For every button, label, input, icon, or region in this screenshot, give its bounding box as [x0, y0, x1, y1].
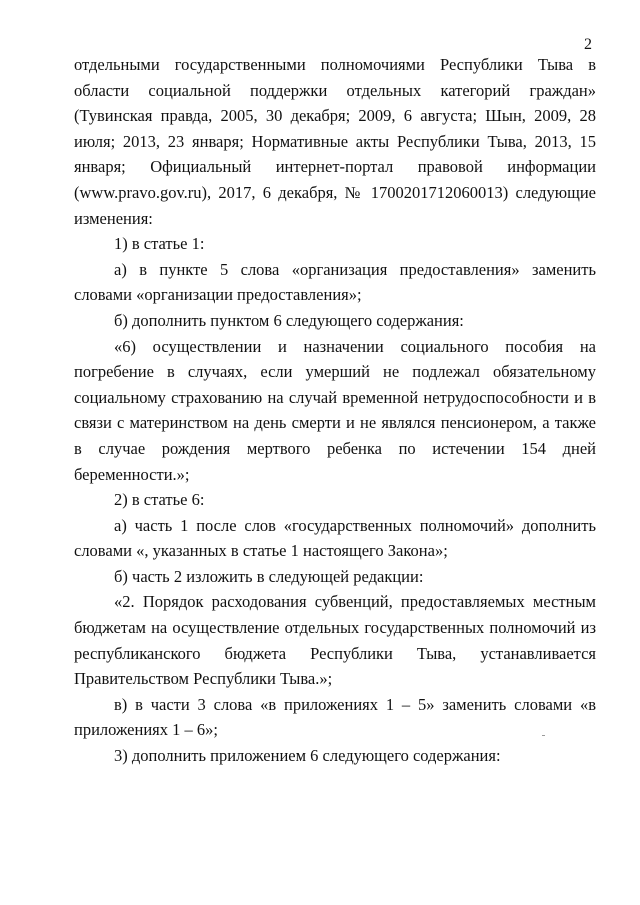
subitem-a-part-1: а) часть 1 после слов «государственных полномочий» дополнить словами «, указанных в статье 1 настоящего Закона»;	[74, 515, 596, 561]
item-2-article-6: 2) в статье 6:	[114, 490, 205, 510]
part-2-new-text: «2. Порядок расходования субвенций, предоставляемых местным бюджетам на осуществление отдельных государственных полномочий из республиканского бюджета Республики Тыва, устанавливается Правительством Республики Тыва.»;	[74, 592, 596, 689]
subitem-v-part-3: в) в части 3 слова «в приложениях 1 – 5» заменить словами «в приложениях 1 – 6»;	[74, 694, 596, 740]
scan-speck	[542, 735, 545, 736]
subitem-a-point-5: а) в пункте 5 слова «организация предоставления» заменить словами «организации предоставления»;	[74, 259, 596, 305]
item-1-article-1: 1) в статье 1:	[114, 234, 205, 254]
subitem-b-add-point-6: б) дополнить пунктом 6 следующего содержания:	[114, 310, 464, 330]
document-body	[74, 52, 596, 769]
page-number: 2	[584, 36, 592, 53]
point-6-text: «6) осуществлении и назначении социального пособия на погребение в случаях, если умерший не подлежал обязательному социальному страхованию на случай временной нетрудоспособности и в связи с материнством на день смерти и не являлся пенсионером, а также в случае рождения мертвого ребенка по истечении 154 дней беременности.»;	[74, 336, 596, 484]
item-3-appendix-6: 3) дополнить приложением 6 следующего содержания:	[114, 746, 501, 766]
intro-paragraph: отдельными государственными полномочиями Республики Тыва в области социальной поддержки отдельных категорий граждан» (Тувинская правда, 2005, 30 декабря; 2009, 6 августа; Шын, 2009, 28 июля; 2013, 23 января; Нормативные акты Республики Тыва, 2013, 15 января; Официальный интернет-портал правовой информации (www.pravo.gov.ru), 2017, 6 декабря, № 1700201712060013) следующие изменения:	[74, 55, 596, 228]
subitem-b-part-2: б) часть 2 изложить в следующей редакции:	[114, 566, 424, 586]
